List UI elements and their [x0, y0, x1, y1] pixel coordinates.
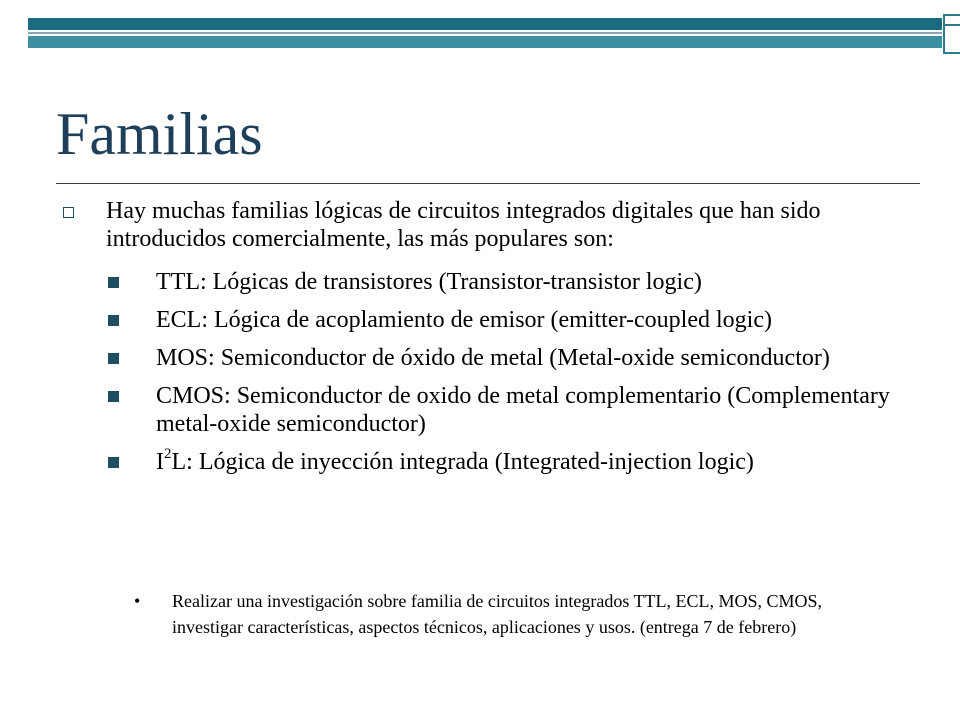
- dot-bullet-icon: •: [134, 591, 141, 611]
- list-item-superscript: 2: [164, 446, 172, 462]
- square-bullet-icon: [108, 315, 119, 326]
- band-strip-light: [28, 36, 942, 48]
- band-strip-dark: [28, 18, 942, 30]
- title-divider: [56, 183, 920, 184]
- list-item-text: TTL: Lógicas de transistores (Transistor-transistor logic): [156, 269, 702, 295]
- list-item-text: CMOS: Semiconductor de oxido de metal complementario (Complementary metal-oxide semiconductor): [156, 383, 890, 437]
- list-item: [106, 306, 906, 334]
- top-decorative-band: [28, 14, 942, 56]
- hollow-square-bullet-icon: [63, 207, 74, 218]
- square-bullet-icon: [108, 277, 119, 288]
- list-item: [106, 344, 906, 372]
- assignment-note-text: Realizar una investigación sobre familia de circuitos integrados TTL, ECL, MOS, CMOS, investigar características, aspectos técnicos, aplicaciones y usos. (entrega 7 de febrero): [172, 591, 823, 637]
- list-item: [106, 382, 906, 438]
- square-bullet-icon: [108, 353, 119, 364]
- slide-title: Familias: [56, 101, 263, 167]
- list-item-text: ECL: Lógica de acoplamiento de emisor (emitter-coupled logic): [156, 307, 772, 333]
- square-bullet-icon: [108, 391, 119, 402]
- band-corner-box-top: [943, 14, 960, 26]
- band-strip-thin: [28, 32, 942, 34]
- list-item-text: L: Lógica de inyección integrada (Integrated-injection logic): [171, 449, 754, 475]
- main-bullet-text: Hay muchas familias lógicas de circuitos integrados digitales que han sido introducidos comercialmente, las más populares son:: [106, 198, 821, 252]
- list-item-text: MOS: Semiconductor de óxido de metal (Metal-oxide semiconductor): [156, 345, 830, 371]
- list-item: [106, 268, 906, 296]
- list-item-prefix: I: [156, 449, 164, 475]
- logic-families-list: [106, 268, 906, 486]
- list-item: [106, 448, 906, 476]
- square-bullet-icon: [108, 457, 119, 468]
